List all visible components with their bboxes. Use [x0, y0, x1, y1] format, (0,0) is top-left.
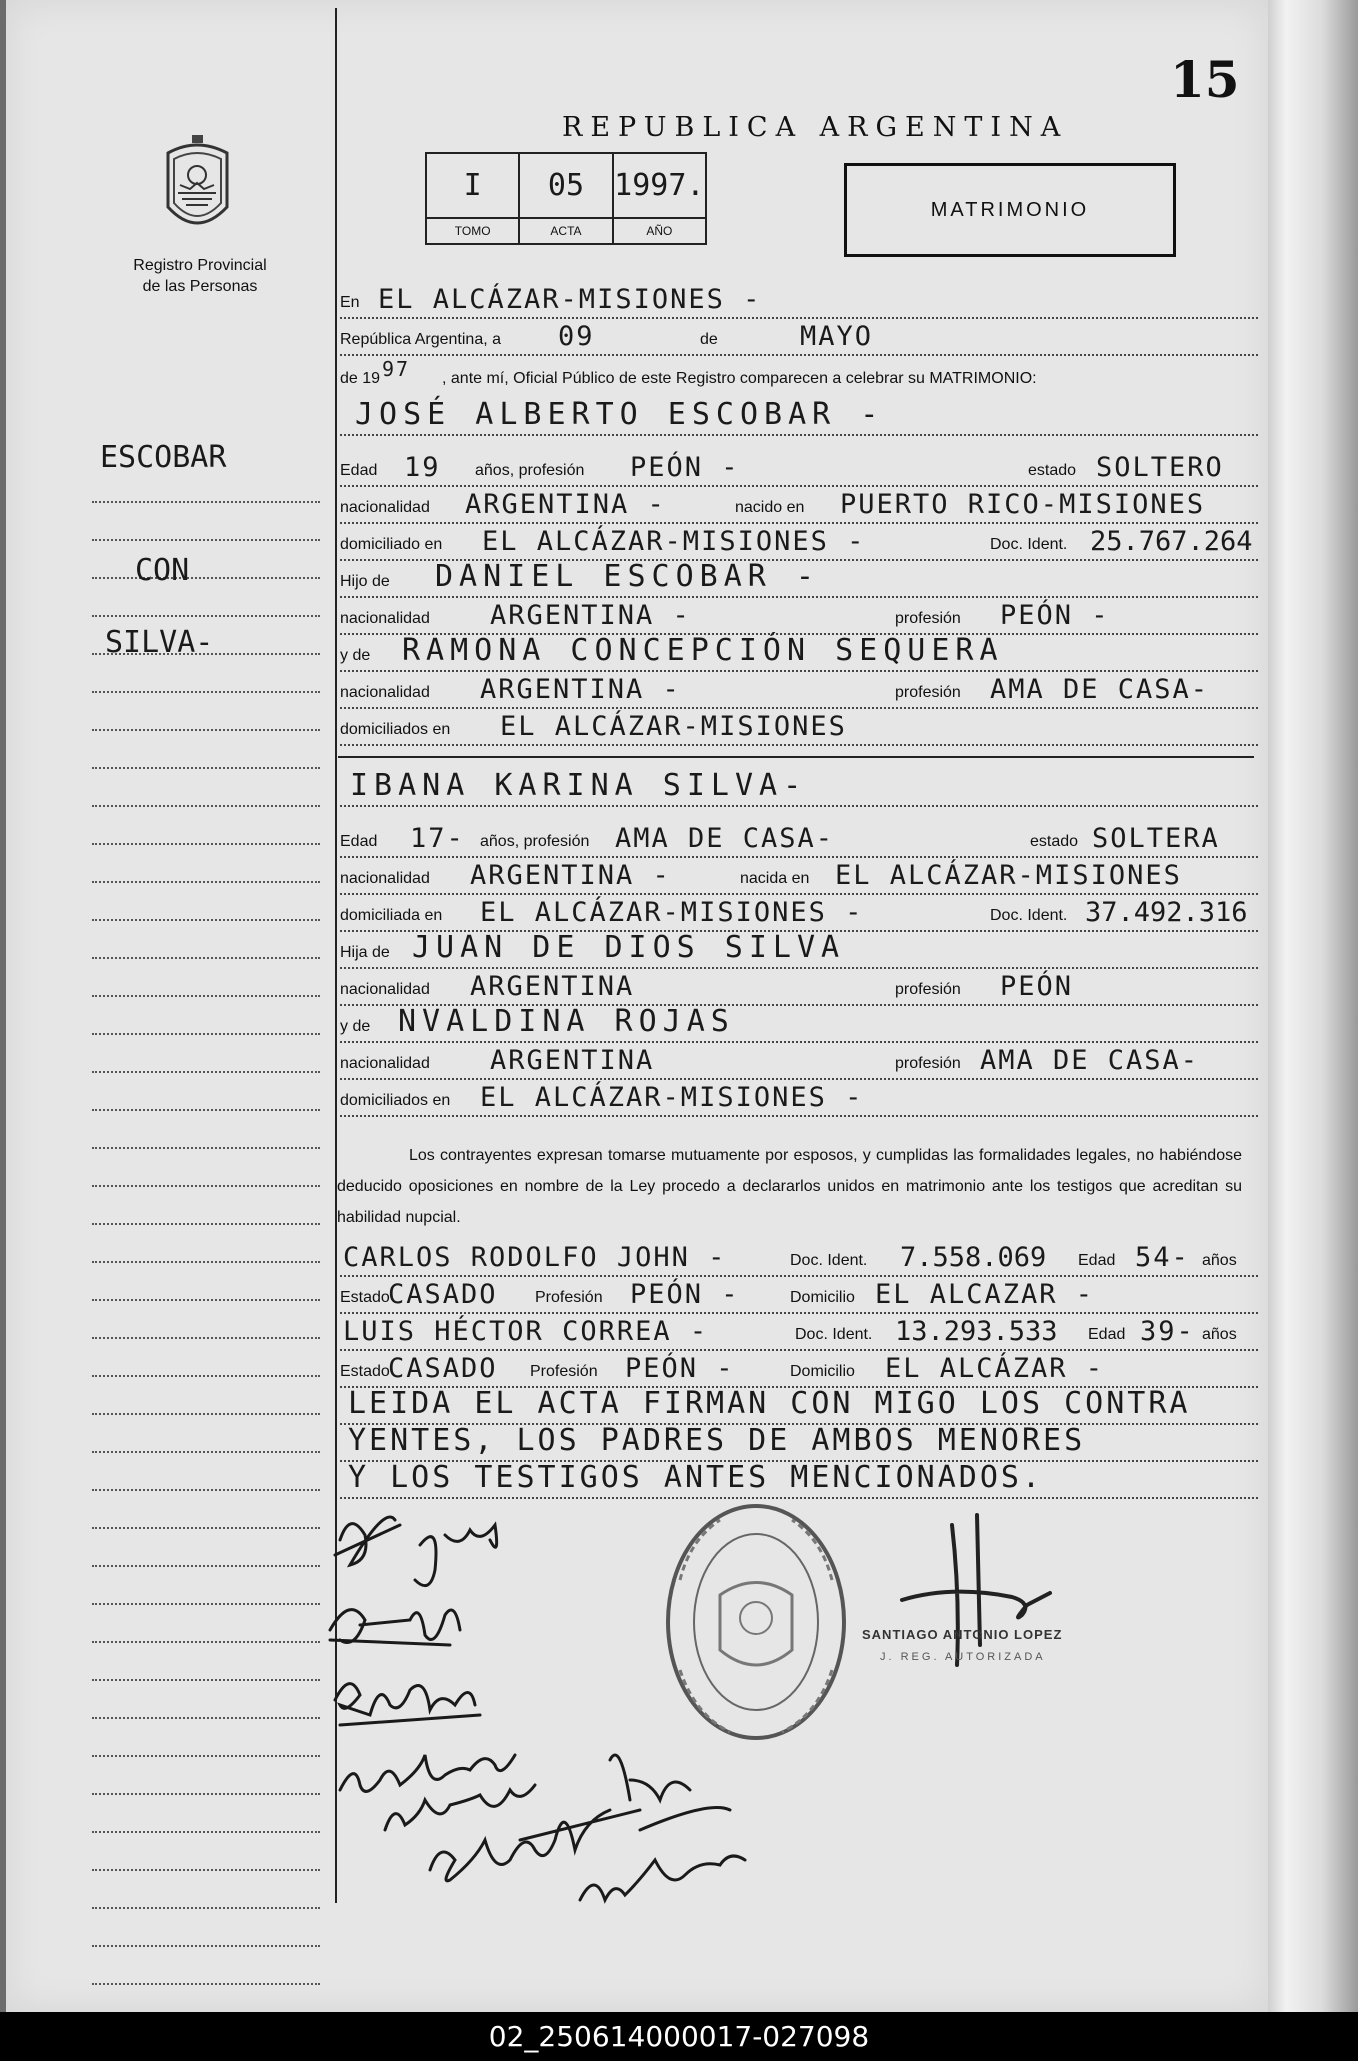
witness-1-details-row: [340, 1275, 1258, 1314]
place-value: EL ALCÁZAR-MISIONES -: [378, 284, 762, 315]
republica-label: República Argentina, a: [340, 331, 501, 348]
bride-father: JUAN DE DIOS SILVA: [412, 930, 846, 965]
margin-dotted-line: [92, 883, 320, 921]
official-role: J. REG. AUTORIZADA: [880, 1651, 1046, 1663]
groom-father-row: [340, 559, 1258, 598]
margin-notes-lines: [92, 465, 320, 1985]
groom-status: SOLTERO: [1096, 452, 1224, 483]
margin-dotted-line: [92, 1491, 320, 1529]
bride-parents-domicile: EL ALCÁZAR-MISIONES -: [480, 1082, 864, 1113]
section-divider: [338, 756, 1254, 758]
witness-2-age: 39-: [1140, 1316, 1195, 1347]
bride-domicile: EL ALCÁZAR-MISIONES -: [480, 897, 864, 928]
domiciliados-label: domiciliados en: [340, 1092, 451, 1109]
estado-label: Estado: [340, 1363, 390, 1380]
margin-dotted-line: [92, 1567, 320, 1605]
profesion-label: años, profesión: [475, 462, 585, 479]
groom-mother: RAMONA CONCEPCIÓN SEQUERA: [402, 633, 1004, 668]
date-row: [340, 317, 1258, 356]
margin-dotted-line: [92, 1339, 320, 1377]
margin-dotted-line: [92, 1225, 320, 1263]
witness-1-domicile: EL ALCAZAR -: [875, 1279, 1095, 1310]
margin-dotted-line: [92, 1795, 320, 1833]
place-row: [340, 280, 1258, 319]
yde-label: y de: [340, 1018, 371, 1035]
margin-dotted-line: [92, 1757, 320, 1795]
margin-note-surname-1: ESCOBAR: [100, 440, 227, 475]
acta-cell: [520, 154, 613, 243]
bride-age-row: [340, 819, 1258, 858]
doc-label: Doc. Ident.: [795, 1326, 873, 1343]
margin-dotted-line: [92, 1719, 320, 1757]
profesion-label: profesión: [895, 684, 961, 701]
bride-name: IBANA KARINA SILVA-: [350, 768, 808, 803]
page-number: 15: [1170, 50, 1240, 109]
groom-birthplace: PUERTO RICO-MISIONES: [840, 489, 1206, 520]
margin-note-surname-2: SILVA-: [105, 625, 214, 660]
anio-label: AÑO: [614, 217, 705, 243]
profesion-label: profesión: [895, 1055, 961, 1072]
margin-dotted-line: [92, 541, 320, 579]
nacionalidad-label: nacionalidad: [340, 1055, 430, 1072]
margin-dotted-line: [92, 1681, 320, 1719]
year-suffix: 97: [382, 357, 411, 381]
groom-name-row: [340, 397, 1258, 436]
witness-2-name: LUIS HÉCTOR CORREA -: [343, 1316, 709, 1347]
groom-age-row: [340, 448, 1258, 487]
witness-2-details-row: [340, 1349, 1258, 1388]
closing-text-2: YENTES, LOS PADRES DE AMBOS MENORES: [348, 1423, 1086, 1458]
edad-label: Edad: [1078, 1252, 1116, 1269]
hijo-label: Hijo de: [340, 573, 390, 590]
margin-note-con: CON: [135, 553, 190, 588]
margin-dotted-line: [92, 845, 320, 883]
margin-dotted-line: [92, 1301, 320, 1339]
witness-2-profession: PEÓN -: [625, 1353, 735, 1384]
profesion-label: Profesión: [535, 1289, 603, 1306]
hija-label: Hija de: [340, 944, 390, 961]
witness-1-row: [340, 1238, 1258, 1277]
profesion-label: profesión: [895, 981, 961, 998]
margin-dotted-line: [92, 1187, 320, 1225]
day-value: 09: [558, 321, 595, 352]
groom-father-nationality: ARGENTINA -: [490, 600, 691, 631]
nacionalidad-label: nacionalidad: [340, 610, 430, 627]
margin-dotted-line: [92, 1947, 320, 1985]
groom-parents-domicile-row: [340, 707, 1258, 746]
book-edge: [1268, 0, 1358, 2012]
groom-mother-row: [340, 633, 1258, 672]
witness-2-status: CASADO: [388, 1353, 498, 1384]
margin-dotted-line: [92, 655, 320, 693]
estado-label: Estado: [340, 1289, 390, 1306]
month-value: MAYO: [800, 321, 874, 352]
witness-2-doc: 13.293.533: [895, 1316, 1058, 1347]
nacida-label: nacida en: [740, 870, 810, 887]
signatures-area-icon: [310, 1500, 760, 1920]
page-title: REPUBLICA ARGENTINA: [562, 112, 1069, 143]
profesion-label: profesión: [895, 610, 961, 627]
bride-parents-domicile-row: [340, 1078, 1258, 1117]
anios-label: años: [1202, 1252, 1237, 1269]
estado-label: estado: [1028, 462, 1077, 479]
margin-dotted-line: [92, 1643, 320, 1681]
bride-mother-profession: AMA DE CASA-: [980, 1045, 1200, 1076]
witness-1-status: CASADO: [388, 1279, 498, 1310]
margin-dotted-line: [92, 579, 320, 617]
witness-2-row: [340, 1312, 1258, 1351]
yde-label: y de: [340, 647, 371, 664]
closing-line-1: [340, 1386, 1258, 1425]
doc-label: Doc. Ident.: [790, 1252, 868, 1269]
closing-text-3: Y LOS TESTIGOS ANTES MENCIONADOS.: [348, 1460, 1044, 1495]
nacido-label: nacido en: [735, 499, 805, 516]
registry-line-2: de las Personas: [142, 278, 258, 295]
nacionalidad-label: nacionalidad: [340, 499, 430, 516]
bride-profession: AMA DE CASA-: [615, 823, 835, 854]
bride-birthplace: EL ALCÁZAR-MISIONES: [835, 860, 1182, 891]
doc-label: Doc. Ident.: [990, 907, 1068, 924]
groom-domicile: EL ALCÁZAR-MISIONES -: [482, 526, 866, 557]
tomo-value: I: [463, 168, 482, 203]
groom-age: 19: [404, 452, 441, 483]
groom-domicile-row: [340, 522, 1258, 561]
edad-label: Edad: [1088, 1326, 1126, 1343]
bride-doc: 37.492.316: [1085, 897, 1248, 928]
closing-text-1: LEIDA EL ACTA FIRMAN CON MIGO LOS CONTRA: [348, 1386, 1191, 1421]
margin-dotted-line: [92, 769, 320, 807]
nacionalidad-label: nacionalidad: [340, 684, 430, 701]
bride-father-profession: PEÓN: [1000, 971, 1074, 1002]
statement-row: [340, 356, 1258, 393]
bride-father-row: [340, 930, 1258, 969]
profesion-label: años, profesión: [480, 833, 590, 850]
bride-nationality-row: [340, 856, 1258, 895]
groom-nationality-row: [340, 485, 1258, 524]
margin-dotted-line: [92, 1871, 320, 1909]
registry-name: [110, 255, 290, 297]
margin-dotted-line: [92, 1073, 320, 1111]
margin-dotted-line: [92, 1377, 320, 1415]
witness-1-name: CARLOS RODOLFO JOHN -: [343, 1242, 727, 1273]
domicilio-label: Domicilio: [790, 1289, 855, 1306]
bride-father-details-row: [340, 967, 1258, 1006]
witness-1-doc: 7.558.069: [900, 1242, 1047, 1273]
acta-value: 05: [547, 168, 585, 203]
groom-mother-nationality: ARGENTINA -: [480, 674, 681, 705]
margin-dotted-line: [92, 997, 320, 1035]
groom-mother-details-row: [340, 670, 1258, 709]
groom-mother-profession: AMA DE CASA-: [990, 674, 1210, 705]
doc-label: Doc. Ident.: [990, 536, 1068, 553]
margin-dotted-line: [92, 1909, 320, 1947]
domicilio-label: Domicilio: [790, 1363, 855, 1380]
margin-dotted-line: [92, 1149, 320, 1187]
bride-name-row: [340, 768, 1258, 807]
bride-domicile-row: [340, 893, 1258, 932]
groom-father-details-row: [340, 596, 1258, 635]
margin-dotted-line: [92, 959, 320, 997]
margin-dotted-line: [92, 731, 320, 769]
nacionalidad-label: nacionalidad: [340, 870, 430, 887]
margin-dotted-line: [92, 1605, 320, 1643]
bride-father-nationality: ARGENTINA: [470, 971, 635, 1002]
witness-1-age: 54-: [1135, 1242, 1190, 1273]
margin-dotted-line: [92, 693, 320, 731]
groom-nationality: ARGENTINA -: [465, 489, 666, 520]
margin-dotted-line: [92, 1111, 320, 1149]
domiciliado-label: domiciliado en: [340, 536, 443, 553]
margin-dotted-line: [92, 1263, 320, 1301]
anio-cell: [614, 154, 705, 243]
groom-father: DANIEL ESCOBAR -: [435, 559, 820, 594]
margin-dotted-line: [92, 1415, 320, 1453]
image-identifier: 02_250614000017-027098: [0, 2012, 1358, 2061]
declaration-text: Los contrayentes expresan tomarse mutuamente por esposos, y cumplidas las formalidades legales, no habiéndose deducido oposiciones en nombre de la Ley procedo a declararlos unidos en matrimonio ante los testigos que acreditan su habilidad nupcial.: [337, 1147, 1242, 1226]
margin-dotted-line: [92, 1529, 320, 1567]
groom-profession: PEÓN -: [630, 452, 740, 483]
anios-label: años: [1202, 1326, 1237, 1343]
margin-dotted-line: [92, 921, 320, 959]
edad-label: Edad: [340, 462, 378, 479]
bride-age: 17-: [410, 823, 465, 854]
en-label: En: [340, 294, 360, 311]
estado-label: estado: [1030, 833, 1079, 850]
margin-dotted-line: [92, 503, 320, 541]
year-prefix: de 19: [340, 370, 381, 387]
closing-line-2: [340, 1423, 1258, 1462]
official-name: SANTIAGO ANTONIO LOPEZ: [862, 1627, 1063, 1642]
provincial-seal-icon: [160, 135, 235, 245]
nacionalidad-label: nacionalidad: [340, 981, 430, 998]
record-number-box: [425, 152, 707, 245]
domiciliados-label: domiciliados en: [340, 721, 451, 738]
anio-value: 1997.: [614, 168, 705, 203]
record-type-box: MATRIMONIO: [844, 163, 1176, 257]
groom-parents-domicile: EL ALCÁZAR-MISIONES: [500, 711, 847, 742]
tomo-label: TOMO: [427, 217, 518, 243]
de-label: de: [700, 331, 718, 348]
domiciliada-label: domiciliada en: [340, 907, 443, 924]
groom-father-profession: PEÓN -: [1000, 600, 1110, 631]
bride-mother-details-row: [340, 1041, 1258, 1080]
bride-nationality: ARGENTINA -: [470, 860, 671, 891]
groom-doc: 25.767.264: [1090, 526, 1253, 557]
acta-label: ACTA: [520, 217, 611, 243]
margin-dotted-line: [92, 1035, 320, 1073]
tomo-cell: [427, 154, 520, 243]
bride-status: SOLTERA: [1092, 823, 1220, 854]
groom-name: JOSÉ ALBERTO ESCOBAR -: [355, 397, 885, 432]
margin-dotted-line: [92, 1833, 320, 1871]
registry-line-1: Registro Provincial: [133, 257, 267, 274]
witness-1-profession: PEÓN -: [630, 1279, 740, 1310]
witness-2-domicile: EL ALCÁZAR -: [885, 1353, 1105, 1384]
bride-mother-row: [340, 1004, 1258, 1043]
edad-label: Edad: [340, 833, 378, 850]
statement-text: , ante mí, Oficial Público de este Registro comparecen a celebrar su MATRIMONIO:: [442, 370, 1037, 387]
bride-mother-nationality: ARGENTINA: [490, 1045, 655, 1076]
margin-dotted-line: [92, 807, 320, 845]
margin-dotted-line: [92, 1453, 320, 1491]
closing-line-3: [340, 1460, 1258, 1499]
bride-mother: NVALDINA ROJAS: [398, 1004, 735, 1039]
profesion-label: Profesión: [530, 1363, 598, 1380]
